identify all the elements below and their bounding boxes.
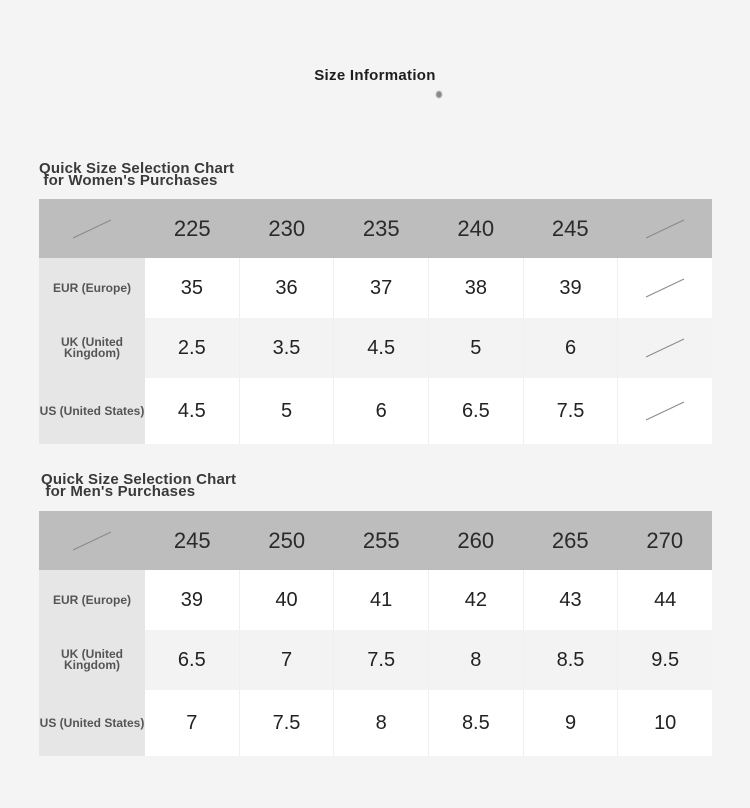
diagonal-slash-icon: [72, 531, 112, 551]
page-title: Size Information: [314, 67, 436, 84]
size-value: 44: [617, 570, 712, 630]
women-title-line1: Quick Size Selection Chart: [39, 160, 235, 177]
empty-cell: [617, 318, 712, 378]
size-value: 5: [239, 378, 334, 444]
men-header-size: 265: [551, 527, 589, 553]
men-header-row: [39, 511, 712, 570]
size-value: 42: [428, 570, 523, 630]
size-value: 39: [180, 588, 203, 611]
empty-cell: [617, 258, 712, 318]
size-value: 36: [239, 258, 334, 318]
women-header-size: 235: [362, 215, 400, 241]
men-corner-cell: [39, 511, 145, 570]
size-value: 6: [523, 318, 618, 378]
size-value: 4.5: [177, 399, 206, 422]
men-header-size: 245: [173, 527, 211, 553]
women-row-us: [39, 378, 712, 444]
size-value: 8.5: [523, 630, 618, 690]
row-label: EUR (Europe): [39, 258, 145, 318]
men-size-table: [39, 511, 712, 756]
women-header-size: 245: [551, 215, 589, 241]
women-row-uk: [39, 318, 712, 378]
size-value: 7.5: [333, 630, 428, 690]
size-value: 38: [428, 258, 523, 318]
size-value: 37: [333, 258, 428, 318]
size-value: 7.5: [239, 690, 334, 756]
size-value: 35: [180, 276, 203, 299]
size-value: 8.5: [428, 690, 523, 756]
women-header-row: [39, 199, 712, 258]
size-value: 8: [428, 630, 523, 690]
row-label: US (United States): [39, 378, 145, 444]
size-value: 3.5: [239, 318, 334, 378]
diagonal-slash-icon: [645, 219, 685, 239]
men-row-eur: [39, 570, 712, 630]
size-value: 7: [186, 711, 198, 734]
diagonal-slash-icon: [645, 338, 685, 358]
row-label: EUR (Europe): [39, 570, 145, 630]
row-label: UK (United Kingdom): [39, 318, 145, 378]
size-value: 6: [333, 378, 428, 444]
size-value: 40: [239, 570, 334, 630]
row-label: UK (United Kingdom): [39, 630, 145, 690]
men-title-line2: for Men's Purchases: [41, 483, 196, 500]
women-title-line2: for Women's Purchases: [39, 172, 218, 189]
size-value: 7.5: [523, 378, 618, 444]
women-header-size: 230: [268, 215, 306, 241]
empty-cell: [617, 378, 712, 444]
women-section-title: [39, 160, 235, 189]
size-value: 43: [523, 570, 618, 630]
diagonal-slash-icon: [645, 278, 685, 298]
size-value: 5: [428, 318, 523, 378]
women-corner-cell: [39, 199, 145, 258]
men-row-us: [39, 690, 712, 756]
men-header-size: 260: [457, 527, 495, 553]
women-row-eur: [39, 258, 712, 318]
women-header-size: 240: [457, 215, 495, 241]
size-value: 2.5: [177, 336, 206, 359]
size-value: 7: [239, 630, 334, 690]
women-header-empty-cell: [618, 199, 713, 258]
size-value: 9.5: [617, 630, 712, 690]
women-header-size: 225: [173, 215, 211, 241]
diagonal-slash-icon: [72, 219, 112, 239]
size-value: 9: [523, 690, 618, 756]
men-section-title: [41, 471, 237, 500]
men-header-size: 270: [646, 527, 684, 553]
size-value: 41: [333, 570, 428, 630]
men-header-size: 250: [268, 527, 306, 553]
size-value: 6.5: [428, 378, 523, 444]
women-size-table: [39, 199, 712, 444]
men-title-line1: Quick Size Selection Chart: [41, 471, 237, 488]
title-dot: [436, 91, 442, 98]
size-value: 4.5: [333, 318, 428, 378]
row-label: US (United States): [39, 690, 145, 756]
size-value: 10: [617, 690, 712, 756]
size-value: 39: [523, 258, 618, 318]
men-row-uk: [39, 630, 712, 690]
diagonal-slash-icon: [645, 401, 685, 421]
size-value: 8: [333, 690, 428, 756]
men-header-size: 255: [362, 527, 400, 553]
size-value: 6.5: [177, 648, 206, 671]
